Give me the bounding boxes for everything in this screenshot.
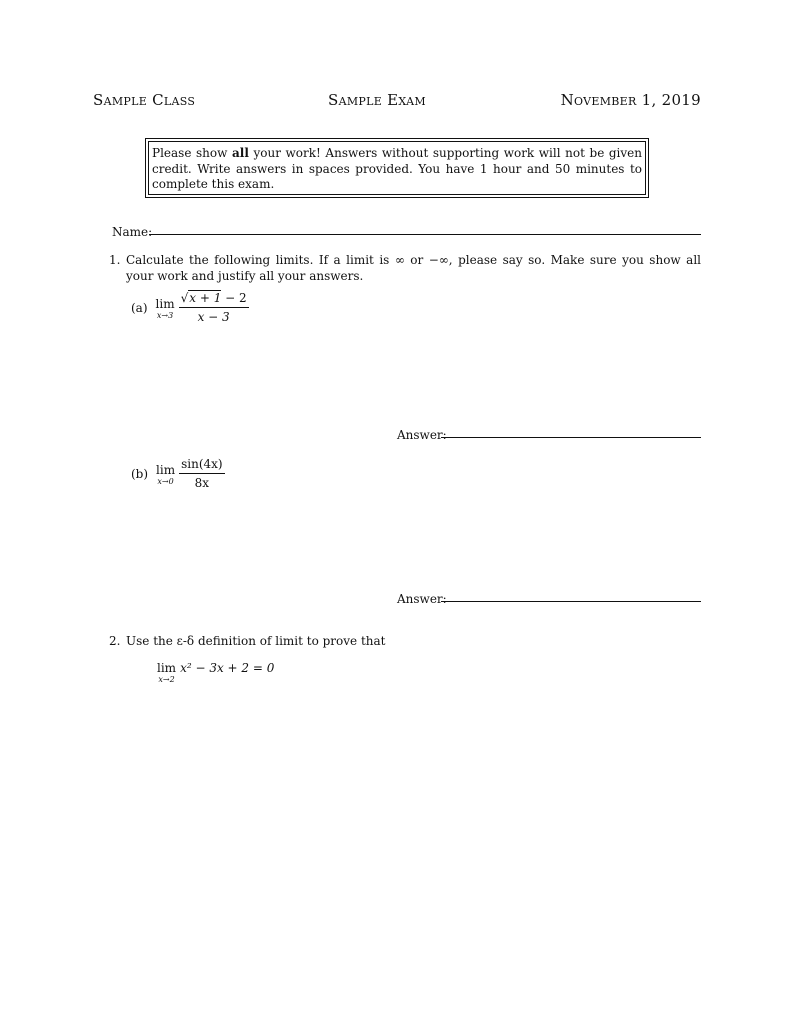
question-1b xyxy=(131,456,225,491)
answer-b-input-line[interactable] xyxy=(441,601,701,602)
header-class-name: Sample Class xyxy=(93,91,196,109)
fraction-a: $\frac{√x + 1 - 2}{x - 3}$ xyxy=(180,291,247,324)
answer-a-input-line[interactable] xyxy=(441,437,701,438)
answer-b-label: Answer: xyxy=(397,592,447,606)
question-2-text: Use the ε-δ definition of limit to prove that xyxy=(126,634,386,648)
header-date: November 1, 2019 xyxy=(560,91,701,109)
name-label: Name: xyxy=(112,225,153,239)
instructions-emphasis: all xyxy=(231,146,249,160)
answer-a-label: Answer: xyxy=(397,428,447,442)
question-1-number: 1. xyxy=(109,253,121,267)
limit-operator: lim x→2 xyxy=(157,661,177,684)
question-1-text: Calculate the following limits. If a limit is ∞ or −∞, please say so. Make sure you show all your work and justify all your answers. xyxy=(126,253,701,283)
limit-operator: lim x→3 xyxy=(155,296,175,320)
instructions-text: Please show all your work! Answers without supporting work will not be given credit. Write answers in spaces provided. You have 1 hour and 50 minutes to complete this exam. xyxy=(148,141,646,195)
sqrt-sign-icon: √ xyxy=(180,291,189,305)
name-input-line[interactable] xyxy=(149,234,701,235)
header-exam-name: Sample Exam xyxy=(328,91,426,109)
instructions-box xyxy=(145,138,649,198)
limit-operator: lim x→0 xyxy=(156,462,176,486)
question-1a xyxy=(131,290,249,325)
question-2-number: 2. xyxy=(109,634,121,648)
part-a-label: (a) xyxy=(131,300,148,315)
part-b-label: (b) xyxy=(131,466,149,481)
question-2-expression: lim x→2 x² − 3x + 2 = 0 xyxy=(157,661,275,684)
fraction-b: $\frac{\sin(4x)}{8x}$ xyxy=(181,457,223,490)
